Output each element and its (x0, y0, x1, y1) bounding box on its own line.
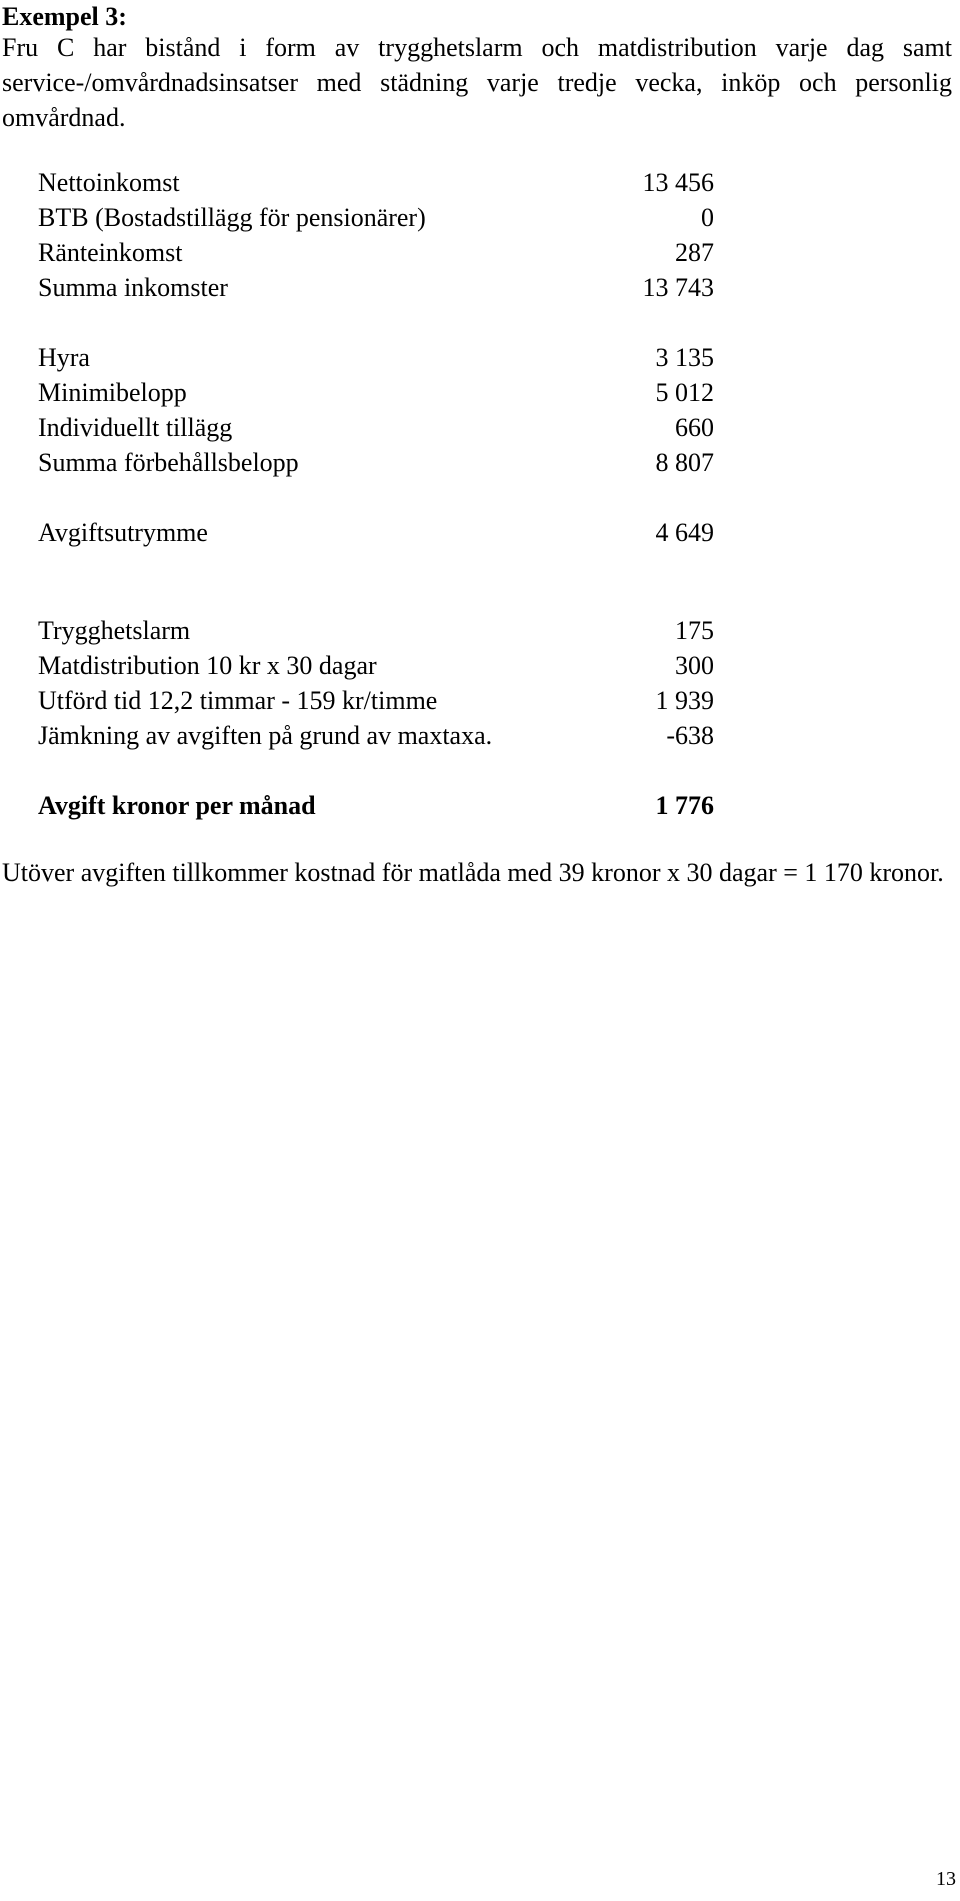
spacer (38, 480, 714, 515)
charge-row (38, 648, 714, 683)
row-label: Summa förbehållsbelopp (38, 448, 299, 477)
page-number: 13 (936, 1868, 956, 1890)
row-label: Ränteinkomst (38, 238, 183, 267)
row-label: Trygghetslarm (38, 616, 191, 645)
row-label: BTB (Bostadstillägg för pensionärer) (38, 203, 426, 232)
footer-paragraph: Utöver avgiften tillkommer kostnad för matlåda med 39 kronor x 30 dagar = 1 170 kronor. (2, 858, 944, 887)
row-value: -638 (666, 721, 714, 750)
total-row (38, 788, 714, 823)
charge-row (38, 718, 714, 753)
row-value: 175 (675, 616, 714, 645)
row-label: Avgift kronor per månad (38, 791, 316, 820)
row-value: 4 649 (655, 518, 714, 547)
row-value: 300 (675, 651, 714, 680)
row-value: 3 135 (655, 343, 714, 372)
income-row (38, 165, 714, 200)
row-label: Matdistribution 10 kr x 30 dagar (38, 651, 377, 680)
spacer (38, 753, 714, 788)
row-value: 1 939 (655, 686, 714, 715)
reserved-row (38, 375, 714, 410)
row-label: Summa inkomster (38, 273, 228, 302)
row-label: Jämkning av avgiften på grund av maxtaxa. (38, 721, 493, 750)
row-value: 5 012 (655, 378, 714, 407)
charge-row (38, 683, 714, 718)
income-sum-row (38, 270, 714, 305)
intro-paragraph: Fru C har bistånd i form av trygghetslarm och matdistribution varje dag samt service-/omvårdnadsinsatser med städning varje tredje vecka, inköp och personlig omvårdnad. (2, 33, 952, 132)
income-row (38, 235, 714, 270)
row-value: 287 (675, 238, 714, 267)
charge-row (38, 613, 714, 648)
reserved-sum-row (38, 445, 714, 480)
row-label: Minimibelopp (38, 378, 187, 407)
row-value: 13 743 (642, 273, 714, 302)
row-value: 660 (675, 413, 714, 442)
fee-calculation (38, 165, 714, 823)
row-value: 8 807 (655, 448, 714, 477)
row-label: Nettoinkomst (38, 168, 180, 197)
spacer (38, 550, 714, 613)
reserved-row (38, 410, 714, 445)
spacer (38, 305, 714, 340)
row-label: Avgiftsutrymme (38, 518, 208, 547)
row-value: 1 776 (655, 791, 714, 820)
row-value: 0 (701, 203, 714, 232)
row-label: Individuellt tillägg (38, 413, 233, 442)
reserved-row (38, 340, 714, 375)
row-label: Utförd tid 12,2 timmar - 159 kr/timme (38, 686, 438, 715)
margin-row (38, 515, 714, 550)
income-row (38, 200, 714, 235)
row-label: Hyra (38, 343, 90, 372)
example-heading: Exempel 3: (2, 2, 127, 31)
row-value: 13 456 (642, 168, 714, 197)
